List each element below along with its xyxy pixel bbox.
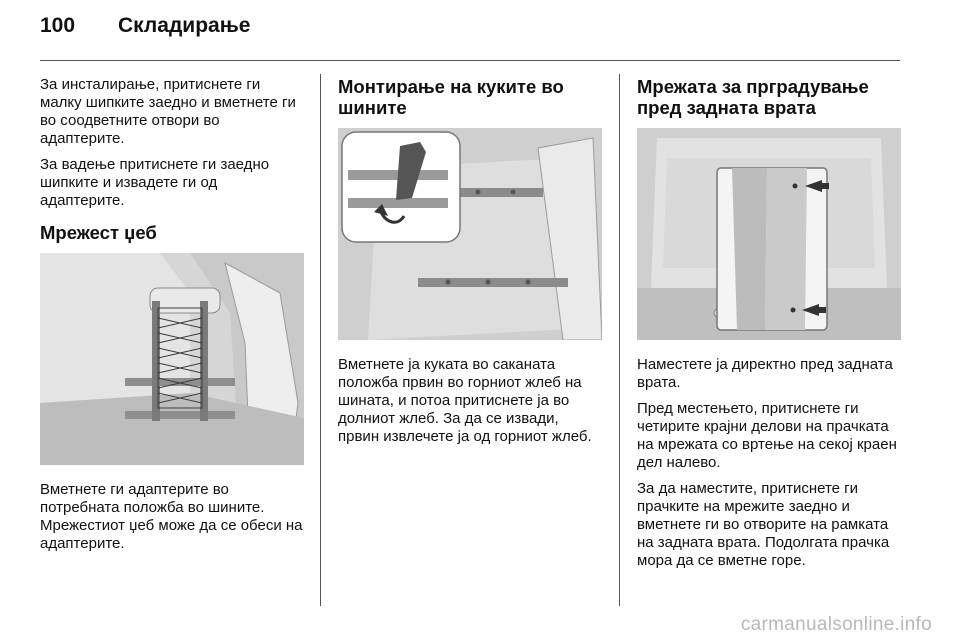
- net-pocket-paragraph: Вметнете ги адаптерите во потребната положба во шините. Мрежестиот џеб може да се обеси на адаптерите.: [40, 481, 303, 552]
- tailgate-before-paragraph: Пред местењето, притиснете ги четирите крајни делови на прачката на мрежата со вртење на секој краен дел налево.: [637, 400, 897, 471]
- column-2: [338, 76, 602, 454]
- column-divider-1: [320, 74, 321, 606]
- chapter-title: Складирање: [118, 14, 251, 37]
- column-divider-2: [619, 74, 620, 606]
- net-pocket-heading: Мрежест џеб: [40, 222, 157, 243]
- tailgate-install-paragraph: За да наместите, притиснете ги прачките на мрежите заедно и вметнете ги во отворите на рамката на задната врата. Подолгата прачка мора да се вметне горе.: [637, 480, 890, 569]
- net-pocket-illustration: [40, 253, 304, 465]
- page-number: 100: [40, 14, 76, 37]
- footer-watermark: carmanualsonline.info: [740, 614, 932, 635]
- hooks-heading: Монтирање на куките во шините: [338, 76, 564, 118]
- column-1: [40, 76, 304, 561]
- hooks-illustration: [338, 128, 602, 340]
- remove-rods-paragraph: За вадење притиснете ги заедно шипките и извадете ги од адаптерите.: [40, 156, 270, 209]
- tailgate-net-illustration: [637, 128, 901, 340]
- hooks-paragraph: Вметнете ја куката во саканата положба првин во горниот жлеб на шината, и потоа притиснете ја во долниот жлеб. За да се извади, првин извлечете ја од горниот жлеб.: [338, 356, 592, 445]
- header-rule: [40, 60, 900, 61]
- column-3: [637, 76, 901, 578]
- install-rods-paragraph: За инсталирање, притиснете ги малку шипките заедно и вметнете ги во соодветните отвори во адаптерите.: [40, 76, 296, 147]
- tailgate-net-heading: Мрежата за прградување пред задната врата: [637, 76, 869, 118]
- tailgate-position-paragraph: Наместете ја директно пред задната врата.: [637, 356, 893, 391]
- page-header: [40, 14, 250, 50]
